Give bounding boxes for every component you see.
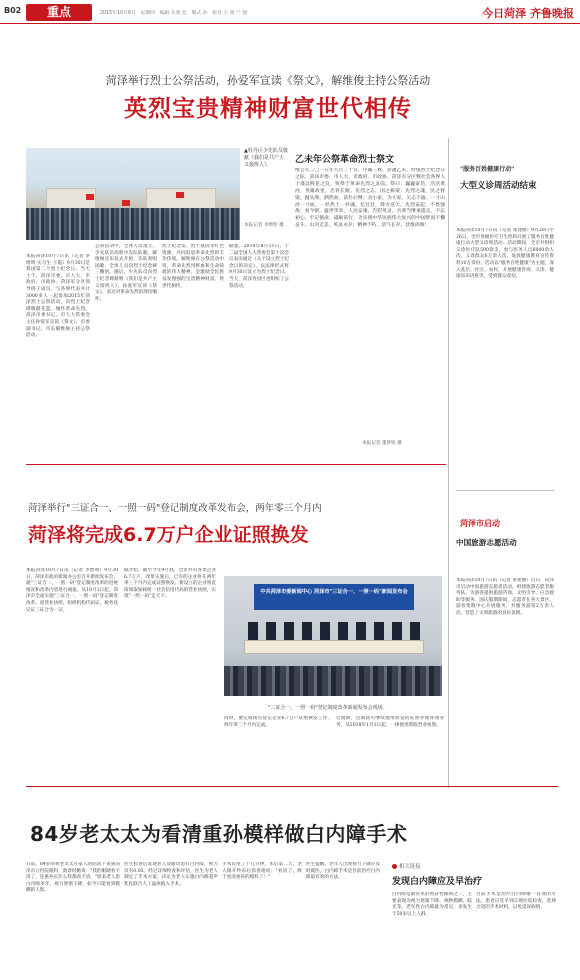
edition-info: 2015年10月8日 星期四 编辑 车张 佳 版式 孙 校对 王 娟 兰 强 bbox=[100, 11, 248, 16]
story1-kicker: 菏泽举行烈士公祭活动，孙爱军宣读《祭文》，解维俊主持公祭活动 bbox=[105, 74, 431, 87]
sidebar-rule bbox=[456, 490, 554, 491]
sidebar-story1-headline: 大型义诊周活动结束 bbox=[460, 181, 537, 191]
story3-column-4: 医生提醒，老年人出现视力下降应及时就医，白内障手术是目前治疗白内障最有效的方法。 bbox=[306, 862, 380, 881]
story3-column-3: 手术仅用了十几分钟，术后第二天，老人揭开纱布后惊喜地说："看清了，终于看清重孙的模样了！" bbox=[222, 862, 302, 881]
bullet-icon bbox=[392, 864, 397, 869]
story1-headline: 英烈宝贵精神财富世代相传 bbox=[124, 96, 412, 122]
story2-column-1: 本报菏泽10月7日讯（记者 李增明）9月30日，菏泽市政府新闻办公室召开新闻发布会，就"三证合一、一照一码"登记制度改革的进展情况和改革内容进行通报。从10月1日起，菏泽市全面实施"三证合一、一照一码"登记制度改革，原营业执照、组织机构代码证、税务登记证三证合为一证。 bbox=[26, 568, 118, 613]
story3-column-2: 医生检查后发现老人双眼均患有白内障，视力仅有0.05。经过详细检查和评估，医生为老人制定了手术方案，决定为老人实施白内障超声乳化联合人工晶体植入手术。 bbox=[124, 862, 218, 887]
related-link-kicker bbox=[392, 862, 421, 870]
story2-photo-caption: "三证合一、一照一码"登记制度改革新闻发布会现场。 bbox=[268, 705, 388, 711]
sidebar-story2-body: 本报菏泽10月7日讯（记者 张建丽）近日，菏泽市启动中国旅游志愿者活动，组建旅游志愿者服务队，为游客提供旅游咨询、文明引导、应急救助等服务。国庆假期期间，志愿者在各大景区、游客集散中心开展服务，共服务游客2万余人次，营造了文明旅游的良好氛围。 bbox=[456, 578, 554, 616]
sidebar-story1-body: 本报菏泽10月7日讯（记者 张建丽）9月20日至26日，全市各级医疗卫生机构开展了服务百姓健康行动大型义诊周活动。活动期间，全市共组织义诊医疗队500余支，参与医务人员6000余人次，义诊群众6万余人次，发放健康教育宣传资料10万余份。活动以"服务百姓健康"为主题，深入基层、社区、农村，开展健康咨询、义诊、健康知识讲座等，受到群众欢迎。 bbox=[456, 228, 554, 280]
sidebar-story2-headline: 中国旅游志愿活动 bbox=[456, 538, 517, 547]
related-link-kicker-text: 相关链接 bbox=[399, 864, 421, 870]
sidebar-divider bbox=[448, 138, 449, 788]
story1-column-4: 据悉，2014年8月31日，十二届全国人大常委会第十次会议表决通过《关于设立烈士纪念日的决定》，以法律形式将9月30日设立为烈士纪念日。当天，菏泽各县区也组织了公祭活动。 bbox=[229, 244, 289, 289]
story3-rule bbox=[26, 786, 558, 787]
story1-photo bbox=[26, 148, 240, 240]
page-number: B02 bbox=[4, 6, 22, 15]
sidebar-story2-kicker: 菏泽市启动 bbox=[460, 519, 500, 528]
story1-column-2: 公祭活动中，全体人员肃立，少先队员高唱少先队队歌。解维俊宣布仪式开始，乐队奏唱国歌，全体人员向烈士纪念碑三鞠躬。随后，少先队员向烈士纪念碑献唱《我们是共产主义接班人》。孙爱军宣读《祭文》，表达对革命先烈的深切缅怀。 bbox=[95, 244, 157, 302]
story1-photo-caption: ▲牡丹区少先队员敬献《我们是共产主义接班人》。 bbox=[244, 148, 288, 169]
story2-column-4: 过渡期，这期间可继续使用原发的证照办理各项业务，从2018年1月1日起，一律使用新版营业执照。 bbox=[336, 716, 444, 728]
story3-headline: 84岁老太太为看清重孙模样做白内障手术 bbox=[30, 822, 408, 846]
story2-rule bbox=[26, 464, 446, 465]
eulogy-title: 乙未年公祭革命烈士祭文 bbox=[295, 155, 395, 165]
photo-banner-text: 中共菏泽市委新闻中心 菏泽市"三证合一、一照一码"新闻发布会 bbox=[260, 589, 408, 595]
story2-photo bbox=[224, 576, 442, 696]
story2-column-3: 同时，要完成现有登记企业6.7万户证照换发工作，两年零三个月内完成。 bbox=[224, 716, 332, 728]
related-link-body-1: 白内障是最常见的致盲性眼病之一，主要表现为视力逐渐下降、视物模糊、眩光等。老年性白内障最为常见，多发生于50岁以上人群。 bbox=[392, 892, 472, 917]
related-link-body-2: 目前手术是治疗白内障唯一有效的方法，患者应及早到正规医院检查，选择合适的手术时机，以免延误病情。 bbox=[476, 892, 556, 911]
sidebar-story1-kicker: "服务百姓健康行动" bbox=[460, 166, 515, 173]
section-badge: 重点 bbox=[26, 4, 92, 21]
story1-column-3: 烈士纪念馆、烈士墓园等红色资源，共同追思革命先烈的丰功伟绩。解维俊在公祭活动中说，革命先烈用鲜血和生命铸就的伟大精神，是激励全民族奋发图强的宝贵精神财富，将世代相传。 bbox=[162, 244, 224, 289]
eulogy-text: 维公元二〇一五年九月三十日，序属三秋，岁逢乙未，时值烈士纪念日之际，菏泽市委、市人大、市政府、市政协、菏泽军分区暨社会各界人士谨以鲜花之仪，致祭于革命先烈之灵前。祭曰：巍巍泰岱，浩浩黄河，英雄故里，忠骨长眠。先烈之志，国之栋梁；先烈之魂，民之脊梁。抛头颅，洒热血，前仆后继；舍小家，为大家，矢志不渝。一寸山河一寸血，一抔热土一抔魂。忆往昔，烽火连天，先烈奋起，不畏强敌；看今朝，盛世华章，人民安康，告慰英灵。吾辈当继承遗志，不忘初心，牢记使命，砥砺前行，为实现中华民族伟大复兴的中国梦而不懈奋斗。山河无恙，英灵永存；精神不朽，浩气长存。伏维尚飨！ bbox=[295, 168, 445, 229]
story1-photo-credit: 本报记者 李增明 摄 bbox=[244, 223, 284, 228]
story2-kicker: 菏泽举行"三证合一、一照一码"登记制度改革发布会，两年零三个月内 bbox=[28, 503, 322, 514]
brand-logo: 今日菏泽 齐鲁晚报 bbox=[482, 7, 574, 20]
story1-column-1: 本报菏泽10月7日讯（记者 李增明 实习生 王霞）9月30日是我国第二个烈士纪念日。当天上午，菏泽市委、市人大、市政府、市政协、菏泽军分区领导班子成员，与各界代表共计3000多人一起参加2015年菏泽烈士公祭活动，向烈士纪念碑敬献花篮，缅怀革命先烈。菏泽市委书记、市人大常委会主任孙爱军宣读《祭文》，市委副书记、市长解维俊主持公祭活动。 bbox=[26, 254, 90, 339]
story2-headline: 菏泽将完成6.7万户企业证照换发 bbox=[28, 524, 309, 546]
related-link-headline: 发现白内障应及早治疗 bbox=[392, 877, 483, 887]
eulogy-byline: 本报记者 董梦娇 摄 bbox=[362, 441, 402, 446]
story3-column-1: 日前，84岁的侯老太太在家人的陪同下来到菏泽市立医院眼科，就诊时她说："我的眼睛看不清了，连重孙长什么样都看不清。"原来老人患白内障多年，视力逐渐下降，如今只能看到模糊的人影。 bbox=[26, 862, 120, 894]
story2-column-2: 据介绍，截至今年9月底，全市共有各类企业6.7万户，改革实施后，已有的企业将在两年零三个月内完成证照换发。新设立的企业将直接领取加载统一社会信用代码的营业执照，实现"一照一码"走天下。 bbox=[124, 568, 216, 600]
